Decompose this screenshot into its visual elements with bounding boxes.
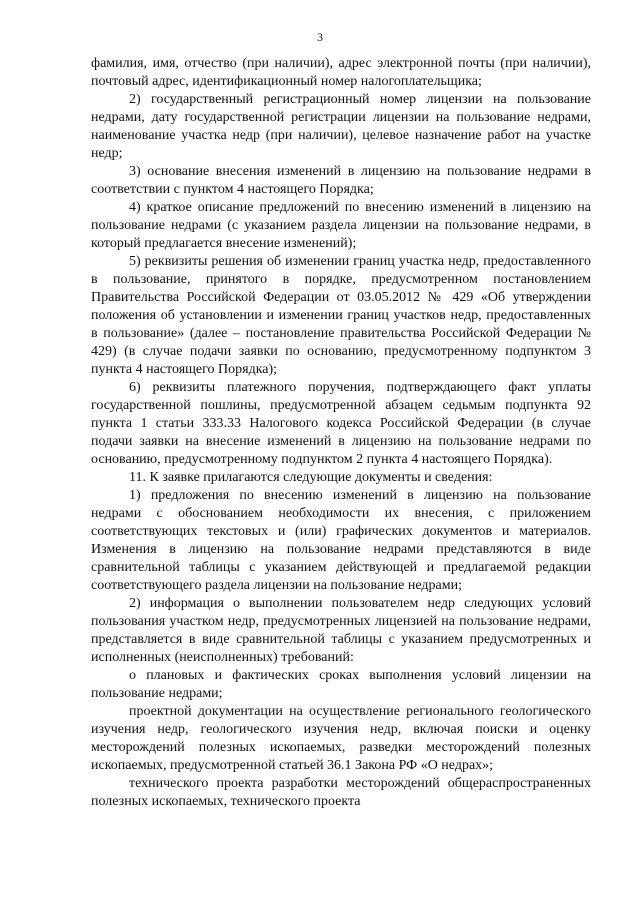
paragraph-item-2-license-number: 2) государственный регистрационный номер лицензии на пользование недрами, дату государственной регистрации лицензии на пользование недрами, наименование участка недр (при наличии), целевое назначение работ на участке недр; <box>91 92 591 161</box>
paragraph-applicant-details: фамилия, имя, отчество (при наличии), адрес электронной почты (при наличии), почтовый адрес, идентификационный номер налогоплательщика; <box>91 56 591 89</box>
paragraph-item-6-payment-order: 6) реквизиты платежного поручения, подтверждающего факт уплаты государственной пошлины, предусмотренной абзацем седьмым подпункта 92 пункта 1 статьи 333.33 Налогового кодекса Российской Федерации (в случае подачи заявки на внесение изменений в лицензию на пользование недрами по основанию, предусмотренному подпунктом 2 пункта 4 настоящего Порядка). <box>91 380 591 467</box>
paragraph-section-11-heading: 11. К заявке прилагаются следующие документы и сведения: <box>129 470 493 485</box>
document-body <box>91 55 591 811</box>
paragraph-attachment-1-proposals: 1) предложения по внесению изменений в лицензию на пользование недрами с обоснованием необходимости их внесения, с приложением соответствующих текстовых и (или) графических документов и материалов. Изменения в лицензию на пользование недрами представляются в виде сравнительной таблицы с указанием действующей и предлагаемой редакции соответствующего раздела лицензии на пользование недрами; <box>91 488 591 593</box>
paragraph-item-3-grounds: 3) основание внесения изменений в лицензию на пользование недрами в соответствии с пунктом 4 настоящего Порядка; <box>91 164 591 197</box>
paragraph-attachment-2-information: 2) информация о выполнении пользователем недр следующих условий пользования участком недр, предусмотренных лицензией на пользование недрами, представляется в виде сравнительной таблицы с указанием предусмотренных и исполненных (неисполненных) требований: <box>91 596 591 665</box>
page-number: 3 <box>317 30 323 44</box>
paragraph-project-documentation: проектной документации на осуществление регионального геологического изучения недр, геологического изучения недр, включая поиски и оценку месторождений полезных ископаемых, разведки месторождений полезных ископаемых, предусмотренной статьей 36.1 Закона РФ «О недрах»; <box>91 704 591 773</box>
paragraph-planned-deadlines: о плановых и фактических сроках выполнения условий лицензии на пользование недрами; <box>91 668 591 701</box>
paragraph-item-5-decision-details: 5) реквизиты решения об изменении границ участка недр, предоставленного в пользование, принятого в порядке, предусмотренном постановлением Правительства Российской Федерации от 03.05.2012 № 429 «Об утверждении положения об установлении и изменении границ участков недр, предоставленных в пользование» (далее – постановление правительства Российской Федерации № 429) (в случае подачи заявки по основанию, предусмотренному подпунктом 3 пункта 4 настоящего Порядка); <box>91 254 591 377</box>
paragraph-technical-project: технического проекта разработки месторождений общераспространенных полезных ископаемых, технического проекта <box>91 776 591 809</box>
paragraph-item-4-description: 4) краткое описание предложений по внесению изменений в лицензию на пользование недрами (с указанием раздела лицензии на пользование недрами, в который предлагается внесение изменений); <box>91 200 591 251</box>
